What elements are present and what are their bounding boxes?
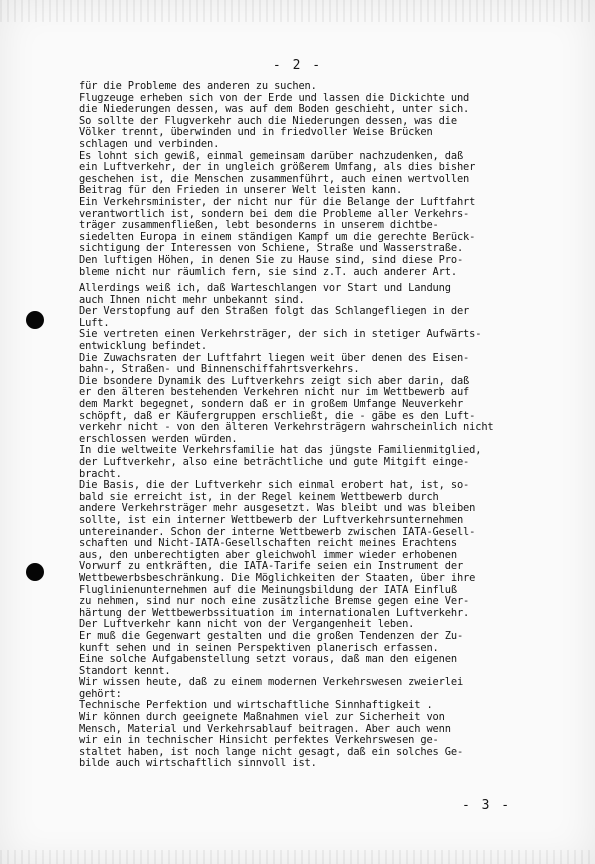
text-line: bald sie erreicht ist, in der Regel keinem Wettbewerb durch <box>79 489 439 503</box>
text-line: bahn-, Straßen- und Binnenschiffahrtsverkehrs. <box>79 362 360 376</box>
text-line: der Luftverkehr, also eine beträchtliche und gute Mitgift einge- <box>79 455 470 468</box>
text-line: In die weltweite Verkehrsfamilie hat das jüngste Familienmitglied, <box>79 443 482 457</box>
text-line: Mensch, Material und Verkehrsablauf beitragen. Aber auch wenn <box>79 721 451 735</box>
text-line: Ein Verkehrsminister, der nicht nur für die Belange der Luftfahrt <box>79 194 476 208</box>
text-line: wir ein in technischer Hinsicht perfektes Verkehrswesen ge- <box>79 733 439 747</box>
text-line: Wettbewerbsbeschränkung. Die Möglichkeiten der Staaten, über ihre <box>79 570 476 584</box>
text-line: gehört: <box>79 686 122 700</box>
text-line: sichtigung der Interessen von Schiene, Straße und Wasserstraße. <box>79 241 464 255</box>
text-line: träger zusammenfließen, lebt besonderns in unserem dichtbe- <box>79 218 439 232</box>
page-number-footer: - 3 - <box>462 798 512 813</box>
text-line: Der Luftverkehr kann nicht von der Vergangenheit leben. <box>79 617 415 631</box>
text-line: Sie vertreten einen Verkehrsträger, der sich in stetiger Aufwärts- <box>79 327 482 341</box>
text-line: aus, den unberechtigten aber gleichwohl immer wieder erhobenen <box>79 547 457 561</box>
text-line: siedelten Europa in einem ständigen Kampf um die gerechte Berück- <box>79 229 476 243</box>
text-line: kunft sehen und in seinen Perspektiven planerisch erfassen. <box>79 640 439 654</box>
text-line: zu nehmen, sind nur noch eine zusätzliche Bremse gegen eine Ver- <box>79 594 470 608</box>
text-line: verantwortlich ist, sondern bei dem die Probleme aller Verkehrs- <box>79 206 470 220</box>
text-line: untereinander. Schon der interne Wettbewerb zwischen IATA-Gesell- <box>79 524 476 538</box>
text-line: Allerdings weiß ich, daß Warteschlangen vor Start und Landung <box>79 281 451 295</box>
text-line: ein Luftverkehr, der in ungleich größerem Umfang, als dies bisher <box>79 160 476 174</box>
text-line: schlagen und verbinden. <box>79 136 220 150</box>
text-line: andere Verkehrsträger mehr ausgesetzt. Was bleibt und was bleiben <box>79 501 476 515</box>
text-line: Technische Perfektion und wirtschaftliche Sinnhaftigkeit . <box>79 698 433 712</box>
text-line: verkehr nicht - von den älteren Verkehrsträgern wahrscheinlich nicht <box>79 420 494 434</box>
text-line: sollte, ist ein interner Wettbewerb der Luftverkehrsunternehmen <box>79 512 464 526</box>
text-line: Fluglinienunternehmen auf die Meinungsbildung der IATA Einfluß <box>79 582 457 596</box>
text-line: Die bsondere Dynamik des Luftverkehrs zeigt sich aber darin, daß <box>79 373 470 387</box>
scan-noise-bottom <box>0 850 595 864</box>
text-line: schaften und Nicht-IATA-Gesellschaften reicht meines Erachtens <box>79 536 457 550</box>
text-line: erschlossen werden würden. <box>79 431 238 445</box>
text-line: er den älteren bestehenden Verkehren nicht nur im Wettbewerb auf <box>79 385 470 399</box>
text-line: die Niederungen dessen, was auf dem Boden geschieht, unter sich. <box>79 102 470 116</box>
text-line: härtung der Wettbewerbssituation im internationalen Luftverkehr. <box>79 605 470 619</box>
text-line: Die Basis, die der Luftverkehr sich einmal erobert hat, ist, so- <box>79 478 470 492</box>
text-line: Flugzeuge erheben sich von der Erde und lassen die Dickichte und <box>79 90 470 104</box>
scan-noise-top <box>0 0 595 22</box>
text-line: bleme nicht nur räumlich fern, sie sind z.T. auch anderer Art. <box>79 264 457 278</box>
text-line: für die Probleme des anderen zu suchen. <box>79 79 317 92</box>
text-line: Vorwurf zu entkräften, die IATA-Tarife seien ein Instrument der <box>79 559 464 573</box>
text-line: Den luftigen Höhen, in denen Sie zu Hause sind, sind diese Pro- <box>79 252 464 266</box>
text-line: Wir wissen heute, daß zu einem modernen Verkehrswesen zweierlei <box>79 675 464 689</box>
text-line: Eine solche Aufgabenstellung setzt voraus, daß man den eigenen <box>79 652 457 666</box>
punch-hole-top <box>26 311 44 329</box>
text-line: entwicklung befindet. <box>79 339 208 353</box>
text-line: Beitrag für den Frieden in unserer Welt leisten kann. <box>79 183 403 197</box>
text-line: Luft. <box>79 315 110 329</box>
text-line: Standort kennt. <box>79 663 171 677</box>
text-line: dem Markt begegnet, sondern daß er in großem Umfange Neuverkehr <box>79 397 464 411</box>
text-line: schöpft, daß er Käufergruppen erschließt, die - gäbe es den Luft- <box>79 408 476 422</box>
page-number-header: - 2 - <box>272 58 323 73</box>
text-line: Wir können durch geeignete Maßnahmen viel zur Sicherheit von <box>79 710 445 724</box>
text-line: staltet haben, ist noch lange nicht gesagt, daß ein solches Ge- <box>79 744 464 758</box>
text-line: auch Ihnen nicht mehr unbekannt sind. <box>79 292 305 306</box>
typewritten-body <box>79 80 579 769</box>
text-line: Die Zuwachsraten der Luftfahrt liegen weit über denen des Eisen- <box>79 350 470 364</box>
text-line: bilde auch wirtschaftlich sinnvoll ist. <box>79 756 317 770</box>
text-line: Es lohnt sich gewiß, einmal gemeinsam darüber nachzudenken, daß <box>79 148 464 162</box>
text-line: So sollte der Flugverkehr auch die Niederungen dessen, was die <box>79 113 457 127</box>
text-line: Völker trennt, überwinden und in friedvoller Weise Brücken <box>79 125 433 139</box>
text-line: bracht. <box>79 466 122 480</box>
punch-hole-bottom <box>26 563 44 581</box>
text-line: geschehen ist, die Menschen zusammenführt, auch einen wertvollen <box>79 171 470 185</box>
text-line: Der Verstopfung auf den Straßen folgt das Schlangefliegen in der <box>79 304 470 318</box>
text-line: Er muß die Gegenwart gestalten und die großen Tendenzen der Zu- <box>79 628 464 642</box>
